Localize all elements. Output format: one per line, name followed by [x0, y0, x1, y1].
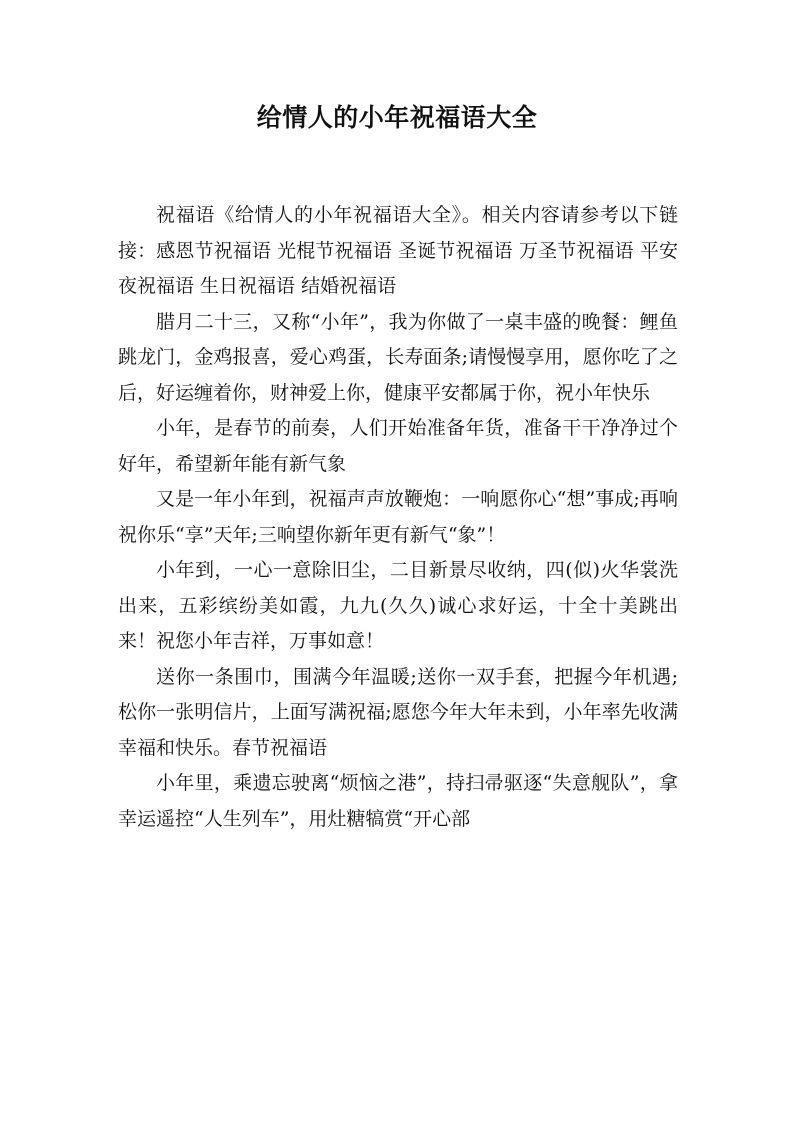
- paragraph: 小年里，乘遗忘驶离“烦恼之港”，持扫帚驱逐“失意舰队”，拿幸运遥控“人生列车”，用灶糖犒赏“开心部: [118, 772, 678, 830]
- paragraph: 小年到，一心一意除旧尘，二目新景尽收纳，四(似)火华裳洗出来，五彩缤纷美如霞，九九(久久)诚心求好运，十全十美跳出来！祝您小年吉祥，万事如意！: [118, 559, 678, 652]
- paragraph-intro: 祝福语《给情人的小年祝福语大全》。相关内容请参考以下链接：感恩节祝福语 光棍节祝福语 圣诞节祝福语 万圣节祝福语 平安夜祝福语 生日祝福语 结婚祝福语: [118, 204, 678, 297]
- paragraph: 又是一年小年到，祝福声声放鞭炮：一响愿你心“想”事成;再响祝你乐“享”天年;三响望你新年更有新气“象”！: [118, 488, 678, 546]
- document-title: 给情人的小年祝福语大全: [256, 103, 538, 132]
- paragraph: 腊月二十三，又称“小年”，我为你做了一桌丰盛的晚餐：鲤鱼跳龙门，金鸡报喜，爱心鸡蛋，长寿面条;请慢慢享用，愿你吃了之后，好运缠着你，财神爱上你，健康平安都属于你，祝小年快乐: [118, 310, 678, 404]
- paragraph: 小年，是春节的前奏，人们开始准备年货，准备干干净净过个好年，希望新年能有新气象: [118, 417, 678, 475]
- paragraph: 送你一条围巾，围满今年温暖;送你一双手套，把握今年机遇;松你一张明信片，上面写满祝福;愿您今年大年未到，小年率先收满幸福和快乐。春节祝福语: [118, 665, 678, 759]
- document-body: [118, 198, 678, 837]
